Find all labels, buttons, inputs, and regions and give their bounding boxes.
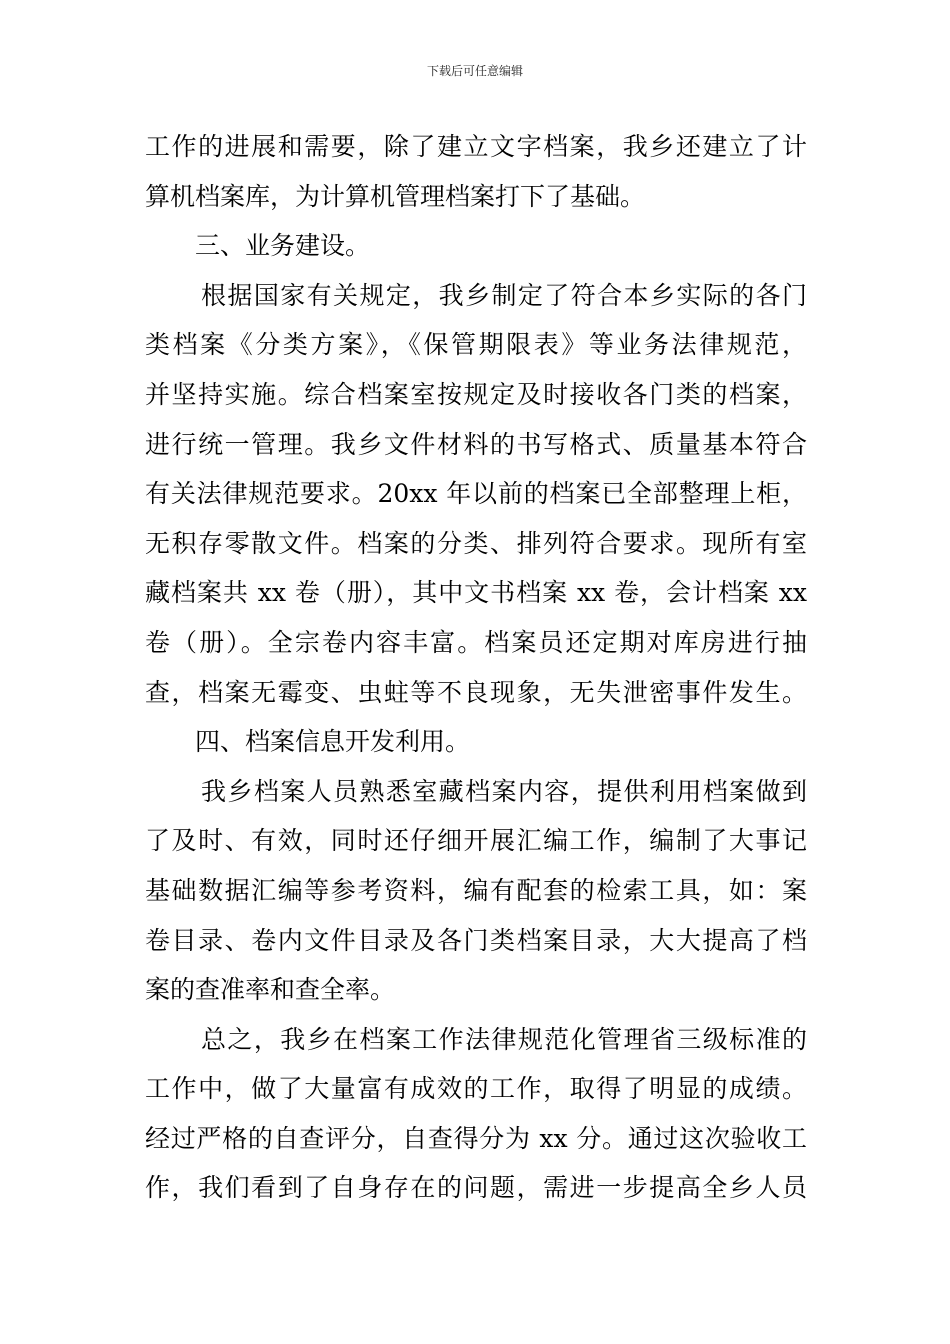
text-line: 类档案《分类方案》，《保管期限表》等业务法律规范， bbox=[145, 330, 807, 360]
text-line: 案的查准率和查全率。 bbox=[145, 975, 396, 1005]
text-line: 查，档案无霉变、虫蛀等不良现象，无失泄密事件发生。 bbox=[145, 677, 807, 707]
text-line: 并坚持实施。综合档案室按规定及时接收各门类的档案， bbox=[145, 379, 807, 409]
text-line: 无积存零散文件。档案的分类、排列符合要求。现所有室 bbox=[145, 528, 807, 558]
section-heading: 四、档案信息开发利用。 bbox=[195, 727, 471, 757]
text-line: 有关法律规范要求。20xx 年以前的档案已全部整理上柜， bbox=[145, 479, 807, 509]
text-line: 总之，我乡在档案工作法律规范化管理省三级标准的 bbox=[201, 1024, 807, 1054]
text-line: 卷目录、卷内文件目录及各门类档案目录，大大提高了档 bbox=[145, 925, 807, 955]
text-line: 进行统一管理。我乡文件材料的书写格式、质量基本符合 bbox=[145, 429, 807, 459]
text-line: 算机档案库，为计算机管理档案打下了基础。 bbox=[145, 181, 646, 211]
text-line: 卷（册）。全宗卷内容丰富。档案员还定期对库房进行抽 bbox=[145, 627, 807, 657]
text-line: 工作中，做了大量富有成效的工作，取得了明显的成绩。 bbox=[145, 1074, 807, 1104]
text-line: 我乡档案人员熟悉室藏档案内容，提供利用档案做到 bbox=[201, 776, 807, 806]
text-line: 了及时、有效，同时还仔细开展汇编工作，编制了大事记 bbox=[145, 826, 807, 856]
text-line: 藏档案共 xx 卷（册），其中文书档案 xx 卷，会计档案 xx bbox=[145, 578, 807, 608]
text-line: 工作的进展和需要，除了建立文字档案，我乡还建立了计 bbox=[145, 132, 807, 161]
text-line: 经过严格的自查评分，自查得分为 xx 分。通过这次验收工 bbox=[145, 1123, 807, 1153]
text-line: 基础数据汇编等参考资料，编有配套的检索工具，如：案 bbox=[145, 875, 807, 905]
text-line: 作，我们看到了自身存在的问题，需进一步提高全乡人员 bbox=[145, 1173, 807, 1203]
section-heading: 三、业务建设。 bbox=[195, 231, 371, 261]
page-header: 下载后可任意编辑 bbox=[426, 64, 523, 78]
text-line: 根据国家有关规定，我乡制定了符合本乡实际的各门 bbox=[201, 280, 807, 310]
document-body bbox=[145, 122, 807, 1213]
